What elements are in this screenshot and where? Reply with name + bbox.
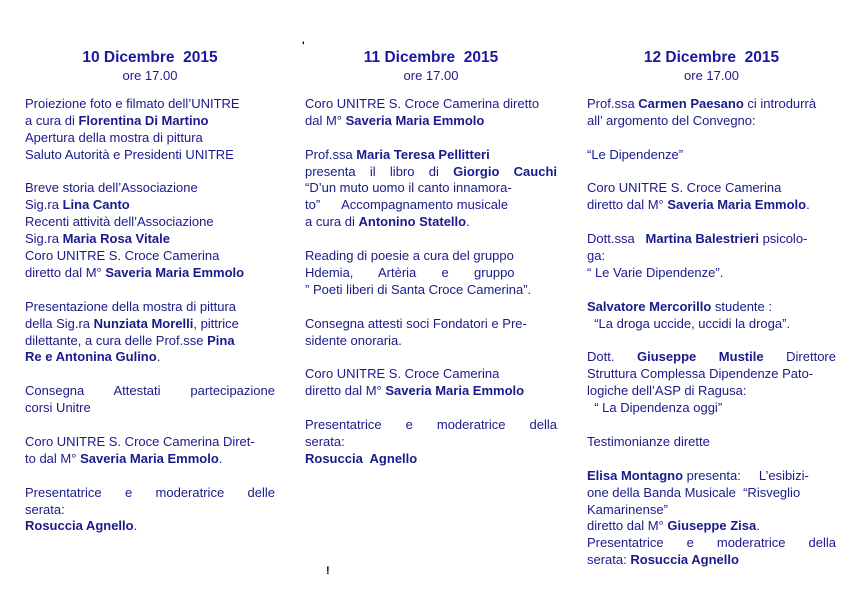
text-line: “La droga uccide, uccidi la droga”.: [587, 315, 791, 331]
day-2-certificates: [305, 316, 557, 350]
person-name: Maria Teresa Pellitteri: [356, 146, 490, 162]
day-2-choir: [305, 96, 557, 130]
text-line: “D’un muto uomo il canto innamora-: [305, 180, 512, 196]
text-line: dal M° Saveria Maria Emmolo: [305, 112, 485, 128]
text-line: “Le Dipendenze”: [587, 146, 684, 162]
person-name: Pina: [207, 332, 235, 348]
text-line: diretto dal M° Saveria Maria Emmolo.: [587, 197, 810, 213]
text-line: Kamarinense”: [587, 501, 668, 517]
text-line: Coro UNITRE S. Croce Camerina diretto: [305, 95, 540, 111]
program-day-3: [587, 48, 836, 586]
text-line: Re e Antonina Gulino.: [25, 349, 161, 365]
text-line: Presentatrice e moderatrice delle: [25, 484, 275, 500]
text-line: diretto dal M° Saveria Maria Emmolo: [25, 264, 245, 280]
text-line: a cura di Antonino Statello.: [305, 214, 470, 230]
stray-mark-bottom: !: [326, 565, 330, 577]
person-name: Saveria Maria Emmolo: [80, 450, 219, 466]
text-line: Coro UNITRE S. Croce Camerina Diret-: [25, 433, 255, 449]
text-line: Recenti attività dell’Associazione: [25, 214, 214, 230]
program-day-1: [25, 48, 275, 552]
text-line: Proiezione foto e filmato dell’UNITRE: [25, 95, 240, 111]
text-line: Testimonianze dirette: [587, 433, 710, 449]
day-3-psychologist: [587, 231, 836, 282]
text-line: serata:: [25, 501, 65, 517]
person-name: Maria Rosa Vitale: [62, 231, 170, 247]
text-line: Rosuccia Agnello.: [25, 518, 138, 534]
text-line: ga:: [587, 248, 606, 264]
day-3-student: [587, 299, 836, 333]
text-line: “ La Dipendenza oggi”: [587, 400, 723, 416]
person-name: Rosuccia Agnello: [305, 450, 418, 466]
day-3-choir: [587, 180, 836, 214]
person-name: Saveria Maria Emmolo: [385, 383, 525, 399]
person-name: Giuseppe Zisa: [667, 518, 757, 534]
day-2-time: ore 17.00: [403, 68, 459, 83]
person-name: Rosuccia Agnello: [25, 518, 134, 534]
text-line: Dott. Giuseppe Mustile Direttore: [587, 349, 836, 365]
person-name: Martina Balestrieri: [645, 231, 759, 247]
text-line: Consegna Attestati partecipazione: [25, 383, 275, 399]
text-line: serata:: [305, 433, 345, 449]
person-name: Carmen Paesano: [638, 95, 744, 111]
text-line: Presentatrice e moderatrice della: [587, 535, 836, 551]
text-line: Reading di poesie a cura del gruppo: [305, 248, 514, 264]
person-name: Elisa Montagno: [587, 467, 684, 483]
text-line: corsi Unitre: [25, 400, 91, 416]
text-line: Coro UNITRE S. Croce Camerina: [305, 366, 500, 382]
day-3-theme: [587, 147, 836, 164]
text-line: Consegna attesti soci Fondatori e Pre-: [305, 315, 527, 331]
text-line: [305, 451, 557, 468]
person-name: Nunziata Morelli: [93, 315, 194, 331]
day-3-intro: [587, 96, 836, 130]
day-1-opening: [25, 96, 275, 164]
text-line: logiche dell’ASP di Ragusa:: [587, 383, 747, 399]
day-3-date: 12 Dicembre 2015: [643, 49, 780, 66]
text-line: Elisa Montagno presenta: L’esibizi-: [587, 467, 809, 483]
text-line: Prof.ssa Maria Teresa Pellitteri: [305, 146, 490, 162]
text-line: Salvatore Mercorillo studente :: [587, 298, 772, 314]
text-line: Coro UNITRE S. Croce Camerina: [25, 248, 220, 264]
day-1-date: 10 Dicembre 2015: [82, 49, 218, 66]
day-2-choir-2: [305, 366, 557, 400]
person-name: Salvatore Mercorillo: [587, 298, 712, 314]
day-2-presenter: [305, 417, 557, 468]
person-name: Antonino Statello: [358, 214, 467, 230]
person-name: Rosuccia Agnello: [630, 552, 739, 568]
day-3-time: ore 17.00: [684, 68, 739, 83]
person-name: Saveria Maria Emmolo: [667, 197, 807, 213]
text-line: Presentazione della mostra di pittura: [25, 298, 237, 314]
text-line: dilettante, a cura delle Prof.sse Pina: [25, 332, 235, 348]
text-line: della Sig.ra Nunziata Morelli, pittrice: [25, 315, 239, 331]
day-2-book: [305, 147, 557, 232]
stray-mark-top: ': [302, 40, 305, 52]
day-1-time: ore 17.00: [122, 68, 178, 83]
person-name: Florentina Di Martino: [78, 112, 209, 128]
text-line: “ Le Varie Dipendenze”.: [587, 264, 724, 280]
day-1-presenter: [25, 485, 275, 536]
program-day-2: [305, 48, 557, 485]
text-line: serata: Rosuccia Agnello: [587, 552, 739, 568]
text-line: to dal M° Saveria Maria Emmolo.: [25, 450, 223, 466]
person-name: Giorgio Cauchi: [453, 163, 558, 179]
text-line: Presentatrice e moderatrice della: [305, 417, 557, 433]
text-line: one della Banda Musicale “Risveglio: [587, 484, 801, 500]
day-3-band: [587, 468, 836, 569]
day-1-certificates: [25, 383, 275, 417]
day-2-date: 11 Dicembre 2015: [363, 49, 499, 66]
person-name: Saveria Maria Emmolo: [345, 112, 485, 128]
day-1-exhibition: [25, 299, 275, 367]
text-line: diretto dal M° Giuseppe Zisa.: [587, 518, 760, 534]
day-1-choir: [25, 434, 275, 468]
person-name: Lina Canto: [62, 197, 130, 213]
text-line: a cura di Florentina Di Martino: [25, 112, 209, 128]
person-name: Giuseppe Mustile: [637, 349, 764, 365]
text-line: Apertura della mostra di pittura: [25, 129, 203, 145]
text-line: Sig.ra Maria Rosa Vitale: [25, 231, 170, 247]
person-name: Saveria Maria Emmolo: [105, 264, 245, 280]
text-line: Dott.ssa Martina Balestrieri psicolo-: [587, 231, 808, 247]
text-line: to” Accompagnamento musicale: [305, 197, 509, 213]
text-line: Hdemia, Artèria e gruppo: [305, 264, 515, 280]
text-line: Sig.ra Lina Canto: [25, 197, 130, 213]
text-line: presenta il libro di Giorgio Cauchi: [305, 163, 558, 179]
text-line: Struttura Complessa Dipendenze Pato-: [587, 366, 814, 382]
text-line: sidente onoraria.: [305, 332, 402, 348]
text-line: Saluto Autorità e Presidenti UNITRE: [25, 146, 234, 162]
text-line: ” Poeti liberi di Santa Croce Camerina”.: [305, 281, 532, 297]
text-line: diretto dal M° Saveria Maria Emmolo: [305, 383, 525, 399]
person-name: Re e Antonina Gulino: [25, 349, 157, 365]
day-3-director: [587, 349, 836, 417]
text-line: Breve storia dell’Associazione: [25, 180, 198, 196]
text-line: all’ argomento del Convegno:: [587, 112, 756, 128]
text-line: Coro UNITRE S. Croce Camerina: [587, 180, 782, 196]
text-line: Prof.ssa Carmen Paesano ci introdurrà: [587, 95, 817, 111]
day-1-history: [25, 180, 275, 281]
day-2-reading: [305, 248, 557, 299]
day-3-testimonials: [587, 434, 836, 451]
